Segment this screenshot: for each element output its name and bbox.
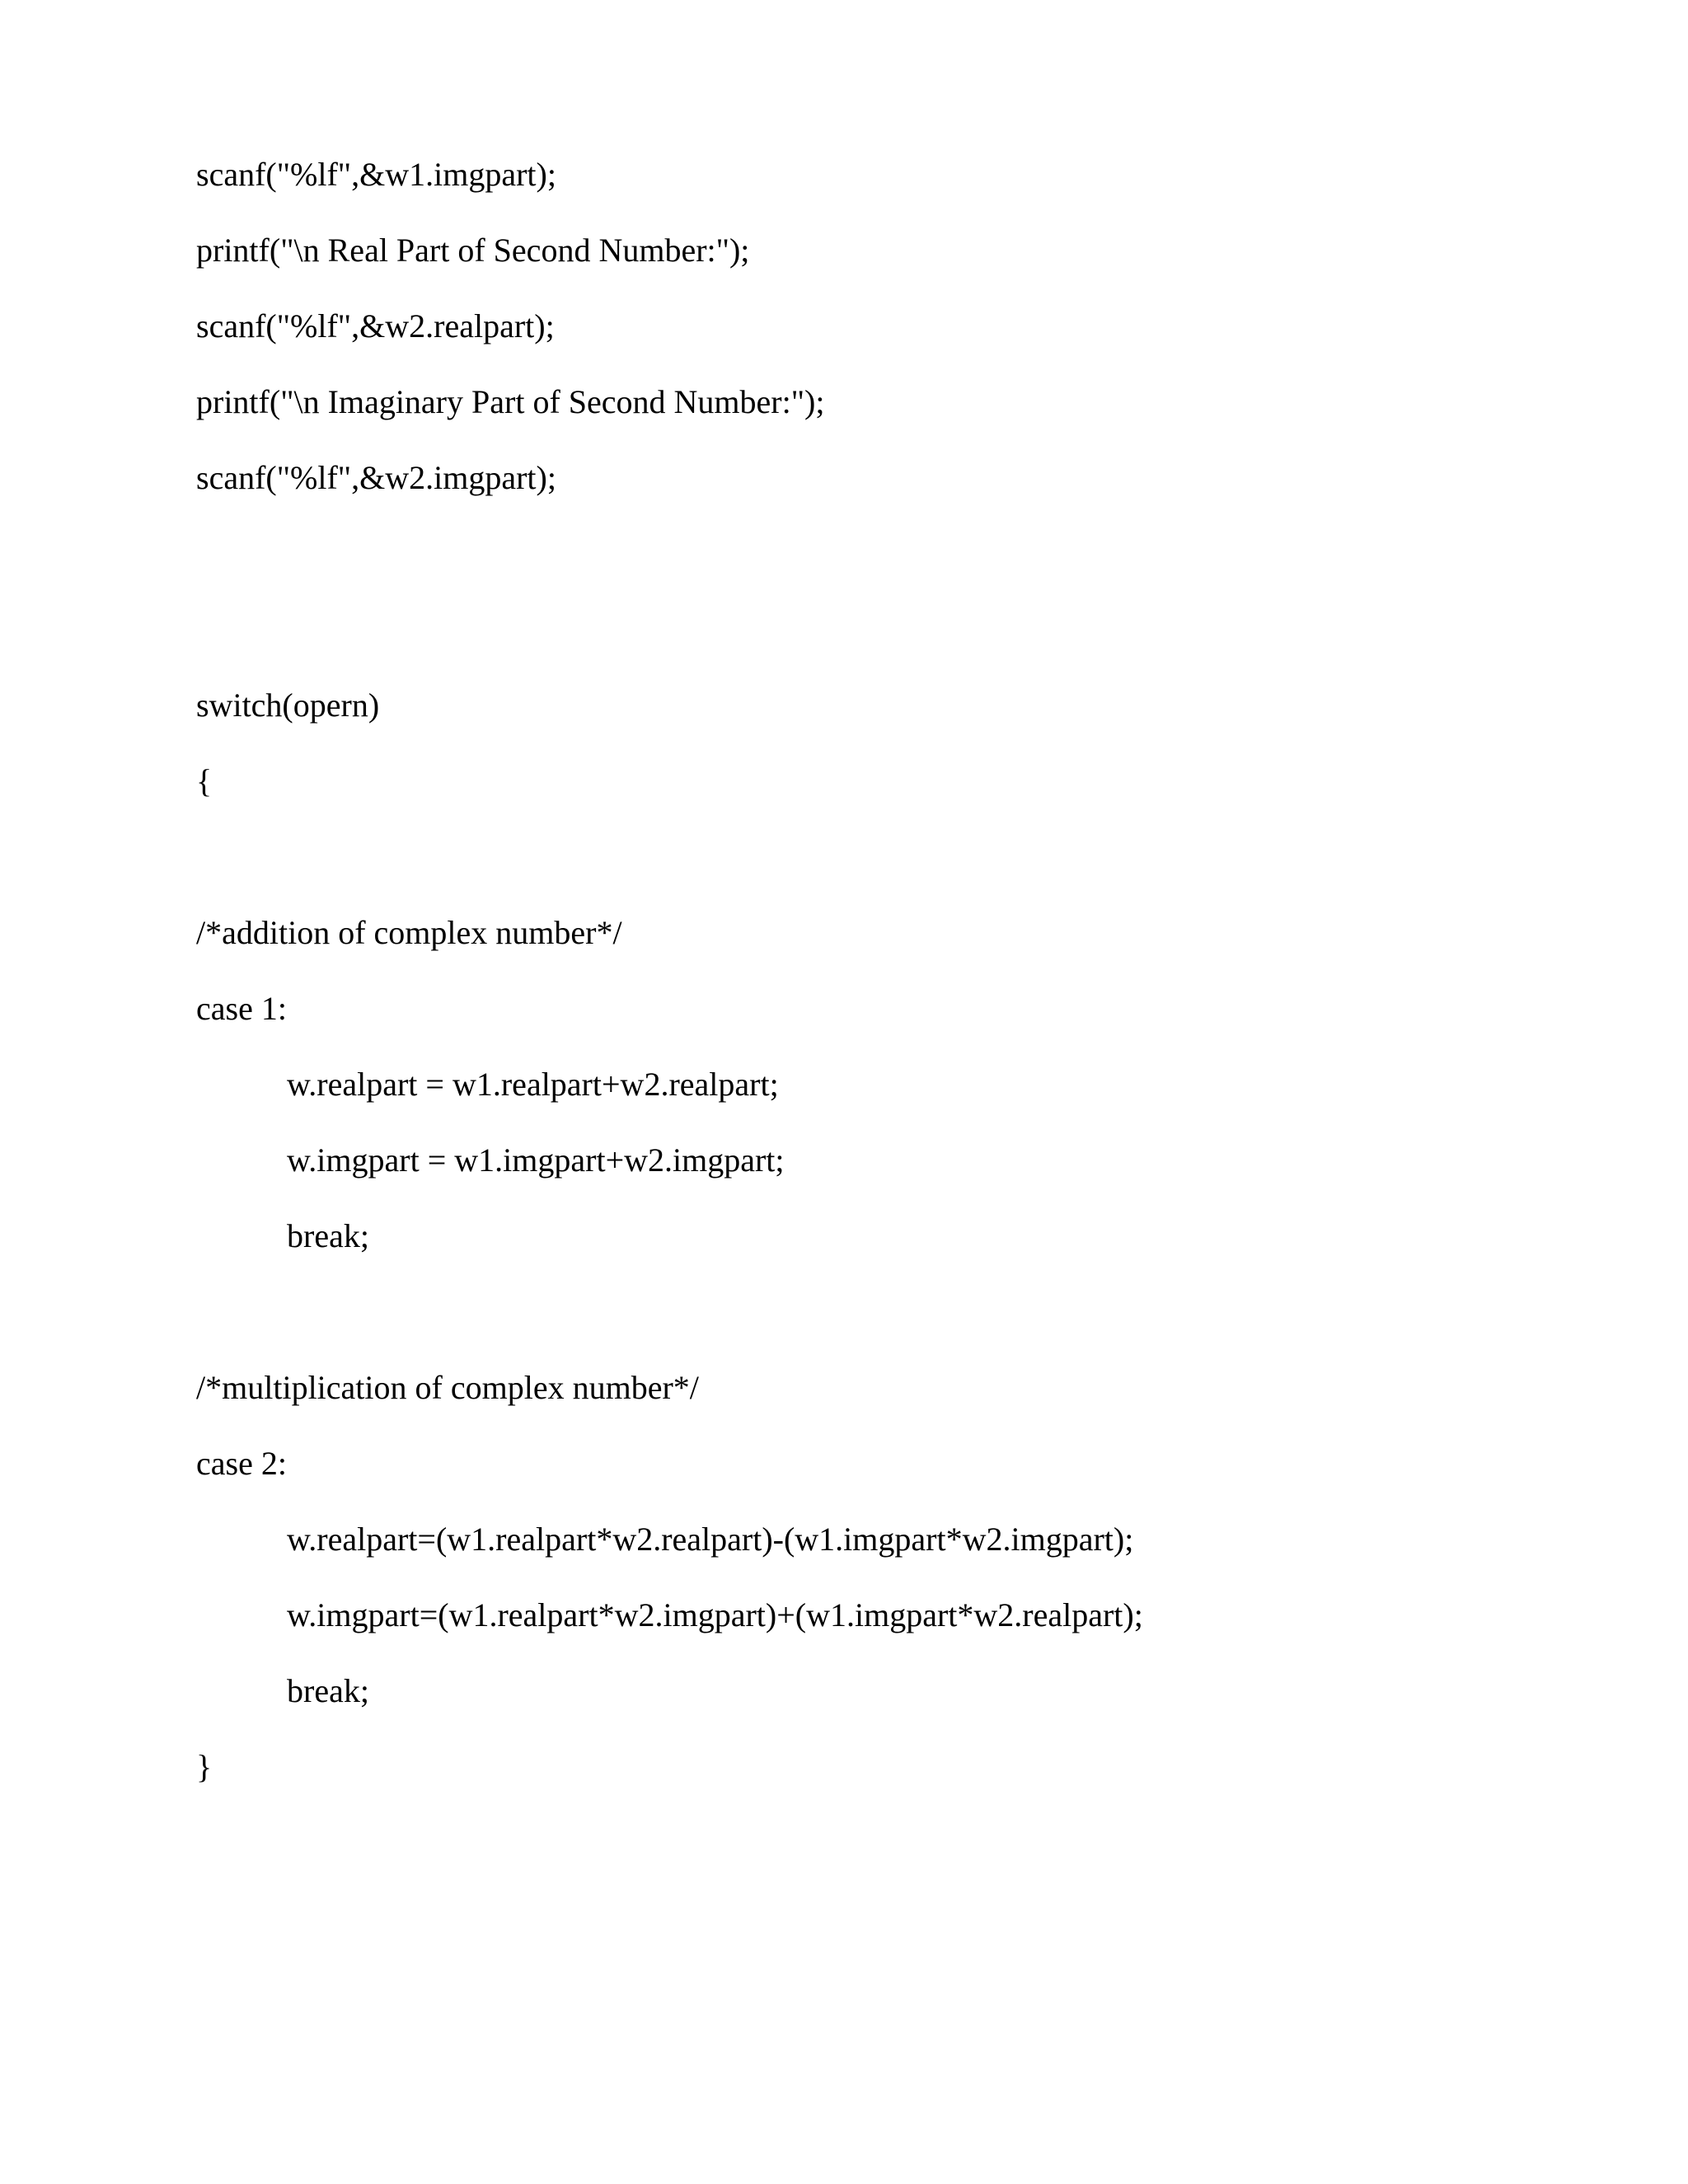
code-line: break; [287,1672,369,1709]
code-line: scanf("%lf",&w2.imgpart); [196,459,556,496]
code-line: case 2: [196,1445,287,1482]
code-line: scanf("%lf",&w1.imgpart); [196,156,556,193]
code-comment: /*addition of complex number*/ [196,914,622,951]
code-line: w.imgpart = w1.imgpart+w2.imgpart; [287,1141,785,1179]
code-line: switch(opern) [196,687,380,724]
code-line: printf("\n Imaginary Part of Second Number:"); [196,383,825,420]
code-line: } [196,1748,213,1785]
code-comment: /*multiplication of complex number*/ [196,1369,699,1406]
code-line: scanf("%lf",&w2.realpart); [196,307,555,344]
code-line: printf("\n Real Part of Second Number:"); [196,232,750,269]
code-line: { [196,762,213,799]
code-line: w.realpart=(w1.realpart*w2.realpart)-(w1.imgpart*w2.imgpart); [287,1521,1134,1558]
code-line: case 1: [196,990,287,1027]
code-line: w.realpart = w1.realpart+w2.realpart; [287,1066,779,1103]
code-line: w.imgpart=(w1.realpart*w2.imgpart)+(w1.imgpart*w2.realpart); [287,1596,1143,1633]
code-line: break; [287,1217,369,1254]
